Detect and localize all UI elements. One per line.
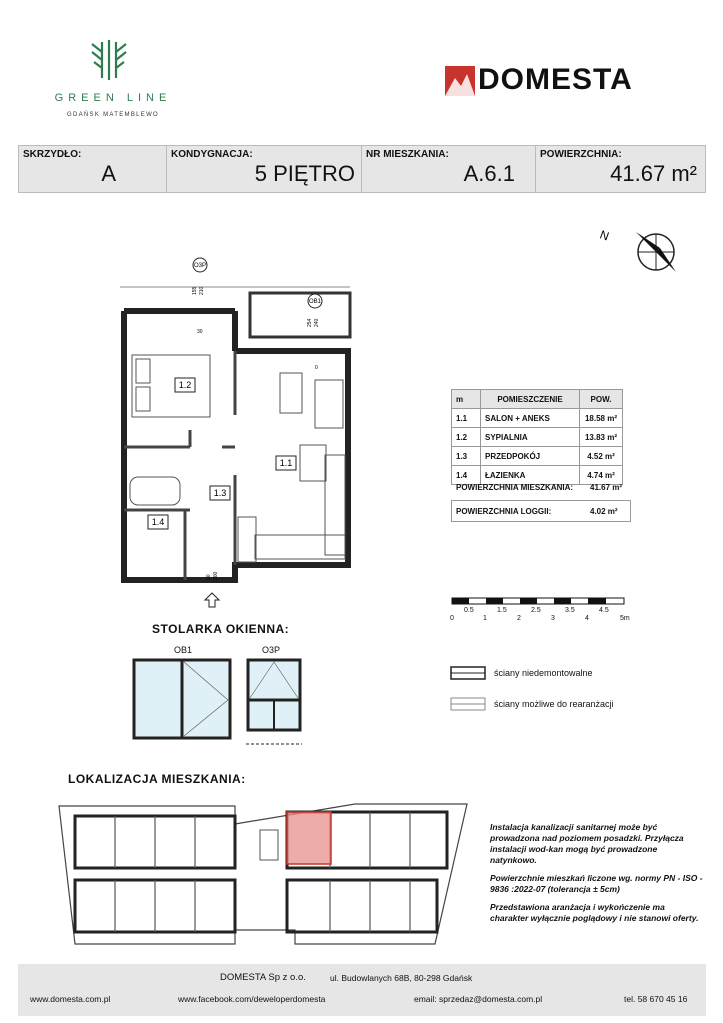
window-o3p-label: O3P bbox=[262, 645, 281, 655]
footer-phone: tel. 58 670 45 16 bbox=[624, 994, 688, 1004]
window-ob1-icon bbox=[132, 658, 232, 742]
floor-plan bbox=[110, 255, 360, 610]
table-row bbox=[452, 428, 623, 447]
floor-label: KONDYGNACJA: bbox=[171, 149, 253, 160]
area-label: POWIERZCHNIA: bbox=[540, 149, 622, 160]
room-area-table bbox=[451, 389, 623, 485]
window-tag-o3p: O3P bbox=[193, 263, 207, 269]
dim-90: 90 bbox=[206, 574, 212, 580]
area-value: 41.67 m² bbox=[610, 161, 697, 186]
table-header-area: POW. bbox=[580, 390, 623, 409]
green-line-name: GREEN LINE bbox=[54, 92, 172, 104]
scale-label-1-5: 1.5 bbox=[497, 607, 507, 614]
location-heading: LOKALIZACJA MIESZKANIA: bbox=[68, 772, 246, 786]
window-tag-ob1: OB1 bbox=[308, 299, 322, 305]
dim-30: 30 bbox=[197, 329, 203, 335]
table-cell-room: ŁAZIENKA bbox=[481, 466, 580, 485]
room-label-1-3: 1.3 bbox=[213, 488, 227, 498]
total-area-label: POWIERZCHNIA MIESZKANIA: bbox=[456, 483, 574, 492]
dim-210: 210 bbox=[199, 286, 205, 295]
scale-label-4: 4 bbox=[585, 615, 589, 622]
dim-0: 0 bbox=[315, 365, 318, 371]
dim-155: 155 bbox=[192, 286, 198, 295]
flat-label: NR MIESZKANIA: bbox=[366, 149, 449, 160]
area-cell bbox=[536, 146, 707, 192]
table-cell-area: 4.52 m² bbox=[580, 447, 623, 466]
flat-cell bbox=[362, 146, 536, 192]
footer-facebook-link[interactable]: www.facebook.com/deweloperdomesta bbox=[178, 994, 326, 1004]
window-o3p-icon bbox=[246, 658, 302, 748]
green-line-location: GDAŃSK MATEMBLEWO bbox=[67, 112, 159, 118]
table-cell-num: 1.3 bbox=[452, 447, 481, 466]
scale-bar bbox=[448, 596, 638, 626]
dim-200: 200 bbox=[213, 571, 219, 580]
footer-address: ul. Budowlanych 68B, 80-298 Gdańsk bbox=[330, 973, 473, 983]
table-header-room: POMIESZCZENIE bbox=[481, 390, 580, 409]
table-cell-area: 13.83 m² bbox=[580, 428, 623, 447]
floor-value: 5 PIĘTRO bbox=[254, 161, 355, 186]
footer-website-link[interactable]: www.domesta.com.pl bbox=[30, 994, 111, 1004]
note-area-norm: Powierzchnie mieszkań liczone wg. normy PN - ISO - 9836 :2022-07 (tolerancja ± 5cm) bbox=[490, 873, 703, 894]
scale-label-1: 1 bbox=[483, 615, 487, 622]
legend-movable-wall: ściany możliwe do rearanżacji bbox=[494, 699, 614, 709]
domesta-logo-icon bbox=[445, 66, 475, 96]
scale-label-3-5: 3.5 bbox=[565, 607, 575, 614]
wing-value: A bbox=[101, 161, 116, 186]
note-disclaimer: Przedstawiona aranżacja i wykończenie ma charakter wyłącznie poglądowy i nie stanowi oferty. bbox=[490, 902, 699, 923]
scale-label-3: 3 bbox=[551, 615, 555, 622]
footer-email-link[interactable]: email: sprzedaz@domesta.com.pl bbox=[414, 994, 543, 1004]
wing-label: SKRZYDŁO: bbox=[23, 149, 82, 160]
floor-cell bbox=[167, 146, 362, 192]
table-row bbox=[452, 447, 623, 466]
scale-label-5m: 5m bbox=[620, 615, 630, 622]
scale-label-2: 2 bbox=[517, 615, 521, 622]
legend-movable-wall-icon bbox=[450, 697, 486, 711]
table-cell-room: SYPIALNIA bbox=[481, 428, 580, 447]
table-row bbox=[452, 466, 623, 485]
scale-label-4-5: 4.5 bbox=[599, 607, 609, 614]
legend-fixed-wall: ściany niedemontowalne bbox=[494, 668, 593, 678]
room-label-1-1: 1.1 bbox=[279, 458, 293, 468]
table-cell-area: 18.58 m² bbox=[580, 409, 623, 428]
compass-icon bbox=[598, 222, 690, 282]
table-cell-num: 1.4 bbox=[452, 466, 481, 485]
scale-label-0-5: 0.5 bbox=[464, 607, 474, 614]
table-header-num: m bbox=[452, 390, 481, 409]
table-cell-room: SALON + ANEKS bbox=[481, 409, 580, 428]
building-location-plan bbox=[55, 800, 475, 948]
table-cell-num: 1.1 bbox=[452, 409, 481, 428]
dim-240: 240 bbox=[314, 318, 320, 327]
dim-254: 254 bbox=[307, 318, 313, 327]
wing-cell bbox=[19, 146, 167, 192]
svg-text:N: N bbox=[598, 227, 611, 244]
table-header-row bbox=[452, 390, 623, 409]
domesta-name: DOMESTA bbox=[478, 63, 633, 96]
footer bbox=[18, 964, 706, 1016]
green-line-logo-icon bbox=[88, 38, 130, 82]
windows-heading: STOLARKA OKIENNA: bbox=[152, 622, 290, 636]
window-ob1-label: OB1 bbox=[174, 645, 193, 655]
table-row bbox=[452, 409, 623, 428]
apartment-info-bar bbox=[18, 145, 706, 193]
note-installation: Instalacja kanalizacji sanitarnej może być prowadzona nad poziomem posadzki. Przyłącza instalacji wod-kan mogą być prowadzone natynkowo. bbox=[490, 822, 684, 865]
loggia-area-label: POWIERZCHNIA LOGGII: bbox=[456, 507, 552, 516]
legend-fixed-wall-icon bbox=[450, 666, 486, 680]
table-cell-area: 4.74 m² bbox=[580, 466, 623, 485]
room-label-1-4: 1.4 bbox=[151, 517, 165, 527]
table-cell-room: PRZEDPOKÓJ bbox=[481, 447, 580, 466]
scale-label-2-5: 2.5 bbox=[531, 607, 541, 614]
room-label-1-2: 1.2 bbox=[178, 380, 192, 390]
scale-label-0: 0 bbox=[450, 615, 454, 622]
loggia-area-value: 4.02 m² bbox=[590, 507, 618, 516]
footer-company: DOMESTA Sp z o.o. bbox=[220, 972, 306, 983]
total-area-value: 41.67 m² bbox=[590, 483, 623, 492]
notes bbox=[490, 822, 705, 931]
table-cell-num: 1.2 bbox=[452, 428, 481, 447]
flat-value: A.6.1 bbox=[463, 161, 515, 186]
